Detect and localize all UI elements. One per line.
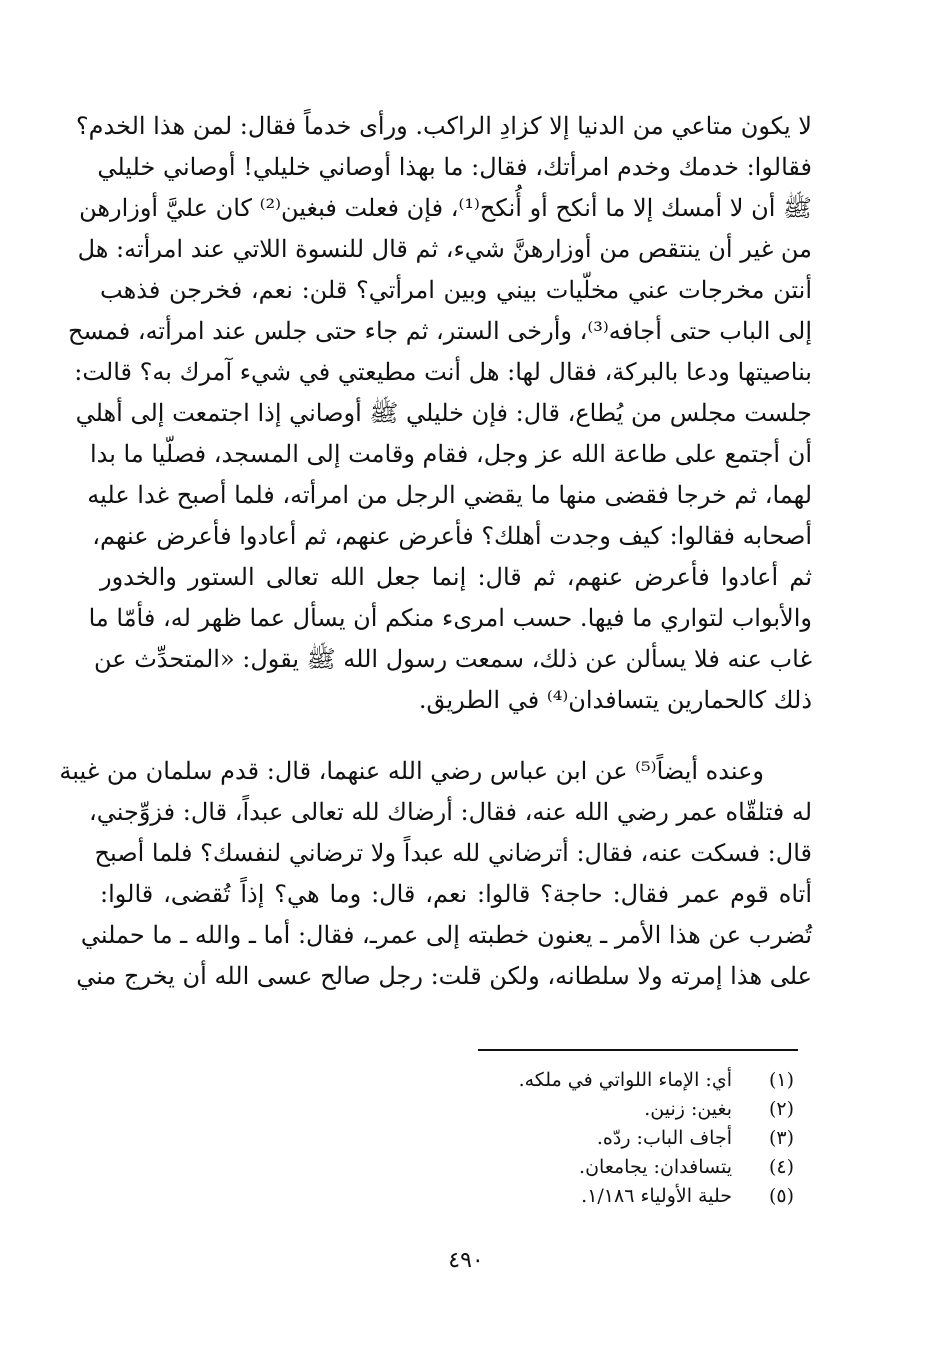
text-line: بناصيتها ودعا بالبركة، فقال لها: هل أنت مطيعتي في شيء آمرك به؟ قالت:: [74, 358, 812, 386]
footnote-text: أي: الإماء اللواتي في ملكه.: [518, 1069, 732, 1091]
footnote-number: (٣): [768, 1127, 794, 1149]
text-line: ذلك كالحمارين يتسافدان⁽⁴⁾ في الطريق.: [418, 686, 812, 714]
text-line: إلى الباب حتى أجافه⁽³⁾، وأرخى الستر، ثم جاء حتى جلس عند امرأته، فمسح: [67, 317, 812, 345]
footnote-item: [300, 1124, 794, 1153]
text-line: على هذا إمرته ولا سلطانه، ولكن قلت: رجل صالح عسى الله أن يخرج مني: [76, 962, 812, 990]
text-line: أتاه قوم عمر فقال: حاجة؟ قالوا: نعم، قال: وما هي؟ إذاً تُقضى، قالوا:: [100, 880, 812, 908]
footnote-item: [300, 1182, 794, 1211]
text-line: والأبواب لتواري ما فيها. حسب امرىء منكم أن يسأل عما ظهر له، فأمّا ما: [88, 604, 812, 632]
text-line: غاب عنه فلا يسألن عن ذلك، سمعت رسول الله ﷺ يقول: «المتحدِّث عن: [93, 645, 812, 673]
paragraph-1: [67, 106, 812, 721]
footnote-number: (٢): [768, 1098, 794, 1120]
footnote-item: [300, 1153, 794, 1182]
paragraph-gap: [100, 721, 812, 751]
text-line: جلست مجلس من يُطاع، قال: فإن خليلي ﷺ أوصاني إذا اجتمعت إلى أهلي: [75, 399, 812, 427]
text-line: لا يكون متاعي من الدنيا إلا كزادِ الراكب. ورأى خدماً فقال: لمن هذا الخدم؟: [75, 112, 812, 140]
text-line: قال: فسكت عنه، فقال: أترضاني لله عبداً ولا ترضاني لنفسك؟ فلما أصبح: [94, 839, 812, 867]
text-line: له فتلقّاه عمر رضي الله عنه، فقال: أرضاك لله تعالى عبداً، قال: فزوِّجني،: [89, 798, 812, 826]
footnote-item: [300, 1095, 794, 1124]
footnote-number: (٤): [768, 1156, 794, 1178]
footnote-text: بغين: زنين.: [644, 1098, 732, 1120]
text-line: وعنده أيضاً⁽⁵⁾ عن ابن عباس رضي الله عنهما، قال: قدم سلمان من غيبة: [59, 757, 764, 785]
footnote-number: (٥): [768, 1185, 794, 1207]
paragraph-2: [59, 751, 812, 997]
text-line: لهما، ثم خرجا فقضى منها ما يقضي الرجل من امرأته، فلما أصبح غدا عليه: [87, 481, 812, 509]
footnote-text: يتسافدان: يجامعان.: [579, 1156, 732, 1178]
footnote-text: أجاف الباب: ردّه.: [596, 1127, 732, 1149]
footnote-separator: [478, 1049, 798, 1051]
footnote-number: (١): [768, 1069, 794, 1091]
text-line: فقالوا: خدمك وخدم امرأتك، فقال: ما بهذا أوصاني خليلي! أوصاني خليلي: [97, 153, 812, 181]
page-number: ٤٩٠: [448, 1248, 484, 1273]
footnote-text: حلية الأولياء ١/١٨٦.: [581, 1185, 732, 1207]
text-line: أصحابه فقالوا: كيف وجدت أهلك؟ فأعرض عنهم، ثم أعادوا فأعرض عنهم،: [92, 522, 812, 550]
text-line: أن أجتمع على طاعة الله عز وجل، فقام وقامت إلى المسجد، فصلّيا ما بدا: [89, 440, 812, 468]
footnote-item: [300, 1066, 794, 1095]
text-line: أنتن مخرجات عني مخلّيات بيني وبين امرأتي؟ قلن: نعم، فخرجن فذهب: [100, 276, 812, 304]
text-line: تُضرب عن هذا الأمر ـ يعنون خطبته إلى عمرـ، فقال: أما ـ والله ـ ما حملني: [80, 921, 812, 949]
footnotes: [300, 1066, 794, 1211]
main-text: [59, 106, 812, 997]
text-line: ثم أعادوا فأعرض عنهم، ثم قال: إنما جعل الله تعالى الستور والخدور: [100, 563, 812, 591]
text-line: ﷺ أن لا أمسك إلا ما أنكح أو أُنكح⁽¹⁾، فإن فعلت فبغين⁽²⁾ كان عليَّ أوزارهن: [79, 194, 812, 222]
text-line: من غير أن ينتقص من أوزارهنَّ شيء، ثم قال للنسوة اللاتي عند امرأته: هل: [77, 235, 812, 263]
